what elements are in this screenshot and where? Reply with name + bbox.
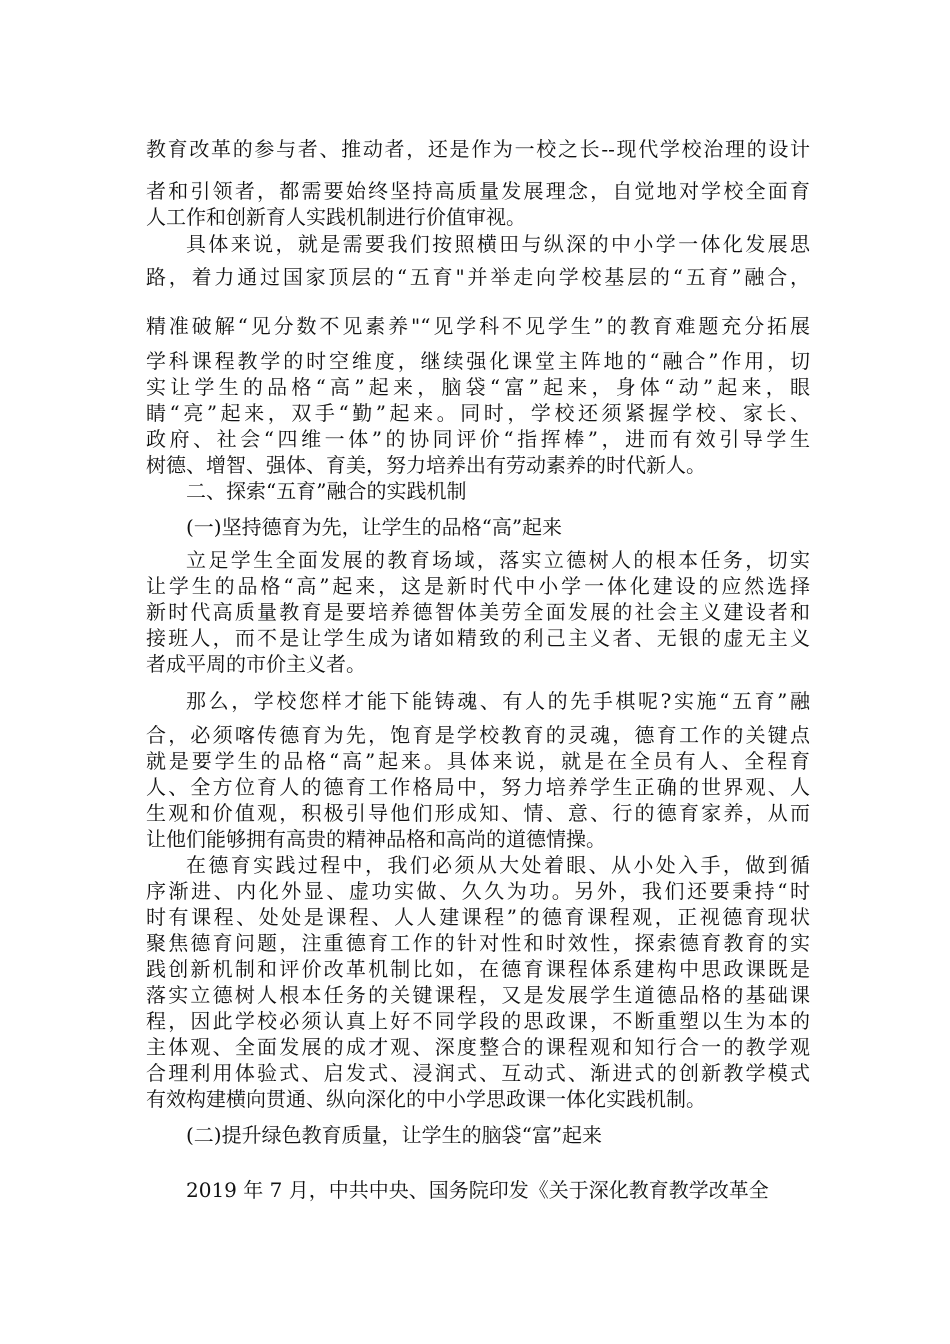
text-line: 在德育实践过程中，我们必须从大处着眼、从小处入手，做到循 — [186, 853, 810, 877]
text-line: 时有课程、处处是课程、人人建课程”的德育课程观，正视德育现状 — [146, 905, 810, 929]
text-line: 新时代高质量教育是要培养德智体美劳全面发展的社会主义建设者和 — [146, 600, 810, 624]
text-line: 具体来说，就是需要我们按照横田与纵深的中小学一体化发展思 — [186, 232, 810, 256]
text-line: 学科课程教学的时空维度，继续强化课堂主阵地的“融合”作用，切 — [146, 349, 810, 373]
text-line: 人、全方位育人的德育工作格局中，努力培养学生正确的世界观、人 — [146, 775, 810, 799]
text-line: 路，着力通过国家顶层的“五育"并举走向学校基层的“五育”融合， — [146, 265, 810, 289]
section-heading: 二、探索“五育”融合的实践机制 — [186, 479, 467, 503]
text-line: 序渐进、内化外显、虚功实做、久久为功。另外，我们还要秉持“时 — [146, 879, 810, 903]
text-line: 主体观、全面发展的成才观、深度整合的课程观和知行合一的教学观 — [146, 1035, 810, 1059]
text-line: 睛“亮”起来，双手“勤”起来。同时，学校还须紧握学校、家长、 — [146, 401, 810, 425]
text-line: 人工作和创新育人实践机制进行价值审视。 — [146, 205, 526, 229]
text-line: 政府、社会“四维一体”的协同评价“指挥棒”，进而有效引导学生 — [146, 427, 810, 451]
text-line: 精准破解“见分数不见素养"“见学科不见学生”的教育难题充分拓展 — [146, 314, 810, 338]
text-line: 就是要学生的品格“高”起来。具体来说，就是在全员有人、全程育 — [146, 749, 810, 773]
text-line: 合理利用体验式、启发式、浸润式、互动式、渐进式的创新教学模式 — [146, 1061, 810, 1085]
text-line: 立足学生全面发展的教育场域，落实立德树人的根本任务，切实 — [186, 548, 810, 572]
text-line: 程，因此学校必须认真上好不同学段的思政课，不断重塑以生为本的 — [146, 1009, 810, 1033]
text-line: 落实立德树人根本任务的关键课程，又是发展学生道德品格的基础课 — [146, 983, 810, 1007]
text-line: 合，必须喀传德育为先，饱育是学校教育的灵魂，德育工作的关键点 — [146, 723, 810, 747]
text-line: 让他们能够拥有高贵的精神品格和高尚的道德情操。 — [146, 827, 606, 851]
text-line: 接班人，而不是让学生成为诸如精致的利己主义者、无银的虚无主义 — [146, 626, 810, 650]
text-line: 实让学生的品格“高”起来，脑袋“富”起来，身体“动”起来，眼 — [146, 375, 810, 399]
subsection-heading: (二)提升绿色教育质量，让学生的脑袋“富”起来 — [186, 1123, 603, 1147]
text-line: 2019 年 7 月，中共中央、国务院印发《关于深化教育教学改革全 — [186, 1178, 769, 1202]
text-line: 践创新机制和评价改革机制比如，在德育课程体系建构中思政课既是 — [146, 957, 810, 981]
text-line: 有效构建横向贯通、纵向深化的中小学思政课一体化实践机制。 — [146, 1087, 706, 1111]
text-line: 教育改革的参与者、推动者，还是作为一校之长--现代学校治理的设计 — [146, 137, 810, 161]
subsection-heading: (一)坚持德育为先，让学生的品格“高”起来 — [186, 515, 563, 539]
text-line: 者和引领者，都需要始终坚持高质量发展理念，自觉地对学校全面育 — [146, 179, 810, 203]
text-line: 树德、增智、强体、育美，努力培养出有劳动素养的时代新人。 — [146, 453, 706, 477]
text-line: 生观和价值观，积极引导他们形成知、情、意、行的德育家养，从而 — [146, 801, 810, 825]
text-line: 聚焦德育问题，注重德育工作的针对性和时效性，探索德育教育的实 — [146, 931, 810, 955]
text-line: 那么，学校您样才能下能铸魂、有人的先手棋呢?实施“五育”融 — [186, 689, 810, 713]
text-line: 让学生的品格“高”起来，这是新时代中小学一体化建设的应然选择 — [146, 574, 810, 598]
text-line: 者成平周的市价主义者。 — [146, 652, 366, 676]
